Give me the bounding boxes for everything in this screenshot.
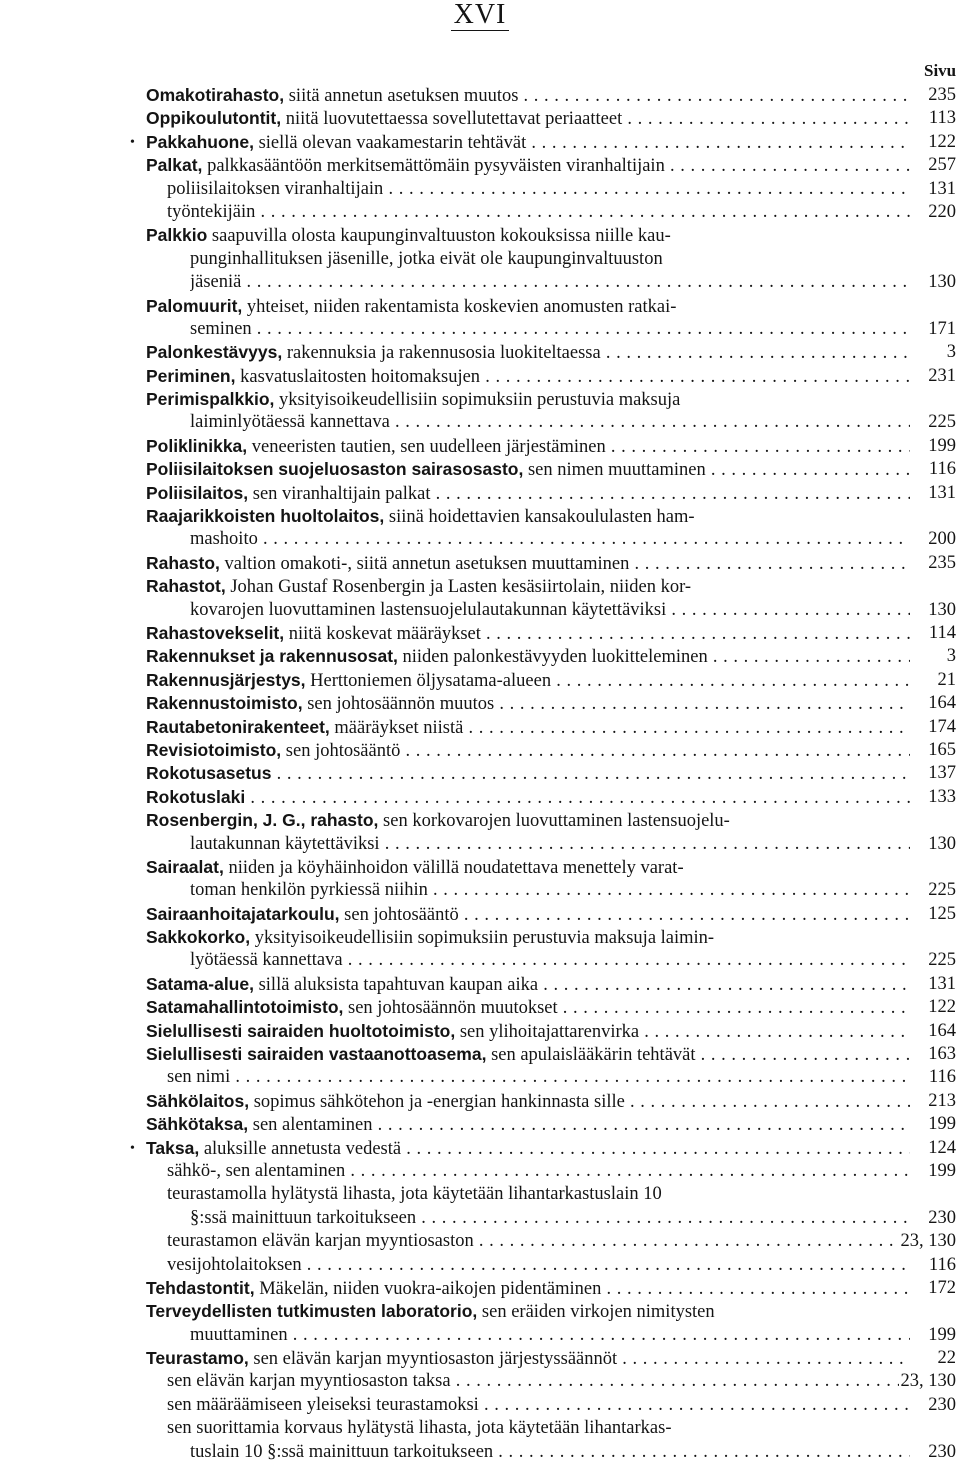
entry-page-number: 213 [926,1090,956,1113]
entry-keyword: Poliisilaitoksen suojeluosaston sairasosasto, [146,459,524,480]
entry-text [190,1324,910,1347]
entry-page-number: 130 [926,833,956,856]
entry-text [190,599,910,622]
entry-keyword: Terveydellisten tutkimusten laboratorio, [146,1301,478,1322]
entry-keyword: Sähkölaitos, [146,1090,250,1111]
entry-page-number: 22 [936,1347,957,1370]
entry-page-number: 23, 130 [899,1370,957,1393]
entry-text [190,528,910,551]
entry-text [146,669,910,693]
entry-keyword: Palkat, [146,155,203,176]
index-entry [0,1417,960,1440]
entry-page-number: 116 [927,1254,956,1277]
entry-page-number: 230 [926,1394,956,1417]
entry-keyword: Palomuurit, [146,295,243,316]
index-entry [0,411,960,434]
entry-description: laiminlyötäessä kannettava [190,412,390,433]
index-entry [0,716,960,739]
entry-description: §:ssä mainittuun tarkoitukseen [190,1207,417,1228]
entry-page-number: 116 [927,458,956,481]
entry-description: saapuvilla olosta kaupunginvaltuuston kokouksissa niille kau- [207,226,671,247]
entry-page-number: 116 [927,1066,956,1089]
entry-description: lyötäessä kannettava [190,950,343,971]
entry-description: määräykset niistä [329,717,464,738]
entry-keyword: Rahasto, [146,552,220,573]
entry-description: teurastamolla hylätystä lihasta, jota käytetään lihantarkastuslain 10 [167,1184,662,1205]
entry-description: sen nimi [167,1067,231,1088]
entry-text [146,505,910,529]
entry-keyword: Sielullisesti sairaiden vastaanottoasema, [146,1044,487,1065]
entry-description: Mäkelän, niiden vuokra-aikojen pidentäminen [254,1278,602,1299]
entry-description: veneeristen tautien, sen uudelleen järjestäminen [247,436,606,457]
entry-page-number: 199 [926,435,956,458]
index-entry [0,926,960,949]
index-entry [0,669,960,692]
entry-keyword: Poliisilaitos, [146,482,249,503]
entry-description: Johan Gustaf Rosenbergin ja Lasten kesäsiirtolain, niiden kor- [225,577,692,598]
entry-description: jäseniä [190,272,242,293]
entry-text [146,903,910,927]
entry-description: sen ylihoitajattarenvirka [455,1021,640,1042]
entry-text [146,622,910,646]
entry-description: niitä koskevat määräykset [284,623,481,644]
entry-description: rakennuksia ja rakennusosia luokiteltaessa [282,343,601,364]
entry-description: siellä olevan vaakamestarin tehtävät [253,132,527,153]
index-entry [0,388,960,411]
entry-description: siinä hoidettavien kansakoululasten ham- [384,507,695,528]
entry-text [190,248,910,271]
index-entry [0,1347,960,1370]
entry-page-number: 164 [926,692,956,715]
index-entry [0,435,960,458]
entry-description: palkkasääntöön merkitsemättömäin pysyväisten viranhaltijain [202,156,665,177]
index-entry [0,879,960,902]
entry-text [146,716,910,740]
entry-page-number: 235 [926,552,956,575]
entry-text [146,458,910,482]
entry-description: sen elävän karjan myyntiosaston järjestyssäännöt [248,1349,618,1370]
entry-text [190,271,910,294]
entry-description: niiden palonkestävyyden luokitteleminen [397,647,708,668]
index-entry [0,178,960,201]
index-entry [0,692,960,715]
entry-keyword: Sakkokorko, [146,927,251,948]
entry-text [167,1254,910,1277]
entry-keyword: Raajarikkoisten huoltolaitos, [146,506,385,527]
index-entry [0,856,960,879]
index-entry [0,552,960,575]
entry-text [167,1160,910,1183]
entry-text [190,318,910,341]
index-entry [0,365,960,388]
entry-page-number: 171 [926,318,956,341]
entry-text [146,739,910,763]
entry-keyword: Satama-alue, [146,973,254,994]
index-entry [0,599,960,622]
entry-page-number: 130 [926,599,956,622]
entry-text [146,482,910,506]
entry-description: sen johtosääntö [339,904,459,925]
entry-description: sen alentaminen [248,1115,373,1136]
index-entry [0,248,960,271]
entry-keyword: Poliklinikka, [146,435,248,456]
index-entry [0,528,960,551]
entry-text [190,949,910,972]
entry-text [146,295,910,319]
entry-description: mashoito [190,529,258,550]
entry-description: niiden ja köyhäinhoidon välillä noudatettava menettely varat- [223,857,684,878]
entry-text [167,201,910,224]
entry-text [146,84,910,108]
entry-text [146,996,910,1020]
entry-text [146,762,910,786]
entry-text [146,786,910,810]
entry-description: poliisilaitoksen viranhaltijain [167,178,384,199]
entry-keyword: Tehdastontit, [146,1277,255,1298]
index-entry [0,1020,960,1043]
entry-text [167,1417,910,1440]
index-entry [0,201,960,224]
entry-page-number: 163 [926,1043,956,1066]
entry-keyword: Rosenbergin, J. G., rahasto, [146,810,379,831]
entry-text [146,692,910,716]
entry-keyword: Palkkio [146,225,208,246]
entry-keyword: Rautabetonirakenteet, [146,716,330,737]
entry-description: sen suorittamia korvaus hylätystä lihasta, jota käytetään lihantarkas- [167,1418,672,1439]
entry-page-number: 113 [927,107,956,130]
entry-text [190,1441,910,1464]
index-entry [0,1160,960,1183]
entry-description: sen korkovarojen luovuttaminen lastensuojelu- [378,811,730,832]
entry-text [167,1370,910,1393]
entry-description: aluksille annetusta vedestä [199,1138,402,1159]
entry-keyword: Pakkahuone, [146,131,254,152]
entry-description: sähkö-, sen alentaminen [167,1160,346,1181]
entry-page-number: 131 [926,482,956,505]
index-entry [0,271,960,294]
index-entry [0,1137,960,1160]
index-entry [0,1230,960,1253]
index-entry [0,762,960,785]
entry-description: sen elävän karjan myyntiosaston taksa [167,1371,451,1392]
entry-text [146,107,910,131]
entry-description: sen nimen muuttaminen [523,460,706,481]
entry-keyword: Rakennustoimisto, [146,693,303,714]
entry-description: niitä luovutettaessa sovellutettavat periaatteet [281,109,623,130]
entry-text [146,341,910,365]
index-entry [0,996,960,1019]
entry-description: sen johtosäännön muutos [302,694,495,715]
entry-keyword: Rahastovekselit, [146,622,285,643]
entry-page-number: 225 [926,411,956,434]
entry-keyword: Rokotusasetus [146,763,272,784]
entry-keyword: Periminen, [146,365,236,386]
entry-description: vesijohtolaitoksen [167,1254,302,1275]
entry-description: muuttaminen [190,1324,288,1345]
entry-description: sen viranhaltijain palkat [248,483,431,504]
index-entry [0,131,960,154]
entry-page-number: 23, 130 [899,1230,957,1253]
entry-keyword: Perimispalkkio, [146,389,275,410]
entry-description: sen määräämiseen yleiseksi teurastamoksi [167,1394,479,1415]
entry-keyword: Satamahallintotoimisto, [146,997,344,1018]
index-entry [0,1300,960,1323]
entry-text [190,833,910,856]
entry-description: tuslain 10 §:ssä mainittuun tarkoitukseen [190,1441,494,1462]
index-entry [0,1277,960,1300]
entry-page-number: 3 [945,645,956,668]
entry-description: Herttoniemen öljysatama-alueen [305,670,552,691]
entry-text [146,1300,910,1324]
entry-page-number: 257 [926,154,956,177]
entry-keyword: Sairaanhoitajatarkoulu, [146,903,340,924]
index-entry [0,1254,960,1277]
index-entry [0,295,960,318]
entry-text [146,365,910,389]
entry-description: työntekijäin [167,201,256,222]
entry-page-number: 165 [926,739,956,762]
entry-page-number: 199 [926,1324,956,1347]
entry-description: siitä annetun asetuksen muutos [284,86,519,106]
entry-text [146,131,910,155]
entry-keyword: Rakennusjärjestys, [146,669,306,690]
entry-text [190,879,910,902]
entry-page-number: 130 [926,271,956,294]
entry-text [146,575,910,599]
index-entry [0,107,960,130]
entry-text [146,856,910,880]
bullet-marker: • [130,1140,135,1156]
entry-page-number: 230 [926,1441,956,1464]
entry-text [146,973,910,997]
index-entry [0,622,960,645]
index-entry [0,1370,960,1393]
entry-page-number: 199 [926,1113,956,1136]
entry-page-number: 131 [926,973,956,996]
entry-description: sopimus sähkötehon ja -energian hankinnasta sille [249,1091,625,1112]
index-entry [0,1183,960,1206]
index-entry [0,903,960,926]
index-entry [0,645,960,668]
entry-page-number: 137 [926,762,956,785]
index-entry [0,458,960,481]
entry-description: yksityisoikeudellisiin sopimuksiin perustuvia maksuja [274,390,681,411]
entry-text [146,435,910,459]
entry-page-number: 225 [926,879,956,902]
entry-page-number: 133 [926,786,956,809]
entry-text [190,411,910,434]
entry-text [167,178,910,201]
index-entry [0,809,960,832]
entry-text [167,1230,910,1253]
entry-text [146,1090,910,1114]
index-entry [0,1043,960,1066]
index-entry [0,949,960,972]
index-entry [0,739,960,762]
entry-text [190,1207,910,1230]
index-entry [0,1066,960,1089]
entry-text [146,809,910,833]
entry-keyword: Rokotuslaki [146,786,246,807]
entry-page-number: 122 [926,996,956,1019]
entry-description: sen apulaislääkärin tehtävät [486,1045,696,1066]
entry-text [146,224,910,248]
index-entry [0,1090,960,1113]
entry-page-number: 124 [926,1137,956,1160]
index-entry [0,833,960,856]
entry-page-number: 235 [926,84,956,107]
entry-description: seminen [190,318,252,339]
entry-text [167,1066,910,1089]
entry-text [146,1113,910,1137]
index-entry [0,505,960,528]
bullet-marker: • [130,134,135,150]
entry-keyword: Rahastot, [146,576,226,597]
index-entry [0,318,960,341]
entry-text [146,926,910,950]
entry-text [146,1020,910,1044]
index-entry [0,1113,960,1136]
entry-page-number: 125 [926,903,956,926]
entry-text [146,1137,910,1161]
entry-page-number: 231 [926,365,956,388]
index-entry [0,973,960,996]
index-entry [0,482,960,505]
entry-keyword: Teurastamo, [146,1348,249,1369]
entry-text [146,154,910,178]
entry-keyword: Sähkötaksa, [146,1114,249,1135]
entry-text [146,552,910,576]
entry-description: valtion omakoti-, siitä annetun asetuksen muuttaminen [219,553,630,574]
index-entry [0,1207,960,1230]
entry-page-number: 164 [926,1020,956,1043]
entry-keyword: Omakotirahasto, [146,85,285,105]
entry-page-number: 122 [926,131,956,154]
entry-keyword: Sairaalat, [146,856,224,877]
index-entry [0,786,960,809]
index-list [0,84,960,1464]
index-entry [0,1324,960,1347]
index-entry [0,84,960,107]
entry-page-number: 230 [926,1207,956,1230]
entry-description: kovarojen luovuttaminen lastensuojelulautakunnan käytettäviksi [190,599,667,620]
entry-page-number: 225 [926,949,956,972]
entry-page-number: 199 [926,1160,956,1183]
entry-keyword: Rakennukset ja rakennusosat, [146,646,398,667]
entry-text [146,1347,910,1371]
index-entry [0,575,960,598]
entry-description: teurastamon elävän karjan myyntiosaston [167,1231,474,1252]
entry-keyword: Sielullisesti sairaiden huoltotoimisto, [146,1020,456,1041]
entry-description: sen johtosääntö [281,740,401,761]
entry-keyword: Palonkestävyys, [146,342,283,363]
entry-page-number: 3 [945,341,956,364]
entry-text [146,645,910,669]
entry-page-number: 114 [927,622,956,645]
entry-description: toman henkilön pyrkiessä niihin [190,880,428,901]
entry-text [167,1394,910,1417]
entry-page-number: 174 [926,716,956,739]
index-entry [0,1441,960,1464]
entry-keyword: Taksa, [146,1137,200,1158]
page-number: XVI [0,0,960,30]
entry-description: sen eräiden virkojen nimitysten [477,1302,715,1323]
entry-text [146,388,910,412]
entry-text [146,1043,910,1067]
entry-description: sillä aluksista tapahtuvan kaupan aika [253,974,539,995]
entry-description: kasvatuslaitosten hoitomaksujen [235,366,481,387]
entry-description: yksityisoikeudellisiin sopimuksiin perustuvia maksuja laimin- [250,928,715,949]
index-entry [0,341,960,364]
entry-description: sen johtosäännön muutokset [343,998,558,1019]
index-entry [0,224,960,247]
index-entry [0,1394,960,1417]
entry-description: lautakunnan käytettäviksi [190,833,380,854]
entry-description: yhteiset, niiden rakentamista koskevien anomusten ratkai- [242,296,677,317]
entry-page-number: 172 [926,1277,956,1300]
entry-page-number: 21 [936,669,957,692]
index-entry [0,154,960,177]
entry-keyword: Oppikoulutontit, [146,108,282,129]
entry-text [167,1183,910,1206]
page-column-header: Sivu [924,61,957,80]
entry-page-number: 220 [926,201,956,224]
entry-text [146,1277,910,1301]
entry-page-number: 131 [926,178,956,201]
entry-keyword: Revisiotoimisto, [146,739,282,760]
entry-description: punginhallituksen jäsenille, jotka eivät ole kaupunginvaltuuston [190,248,663,269]
entry-page-number: 200 [926,528,956,551]
